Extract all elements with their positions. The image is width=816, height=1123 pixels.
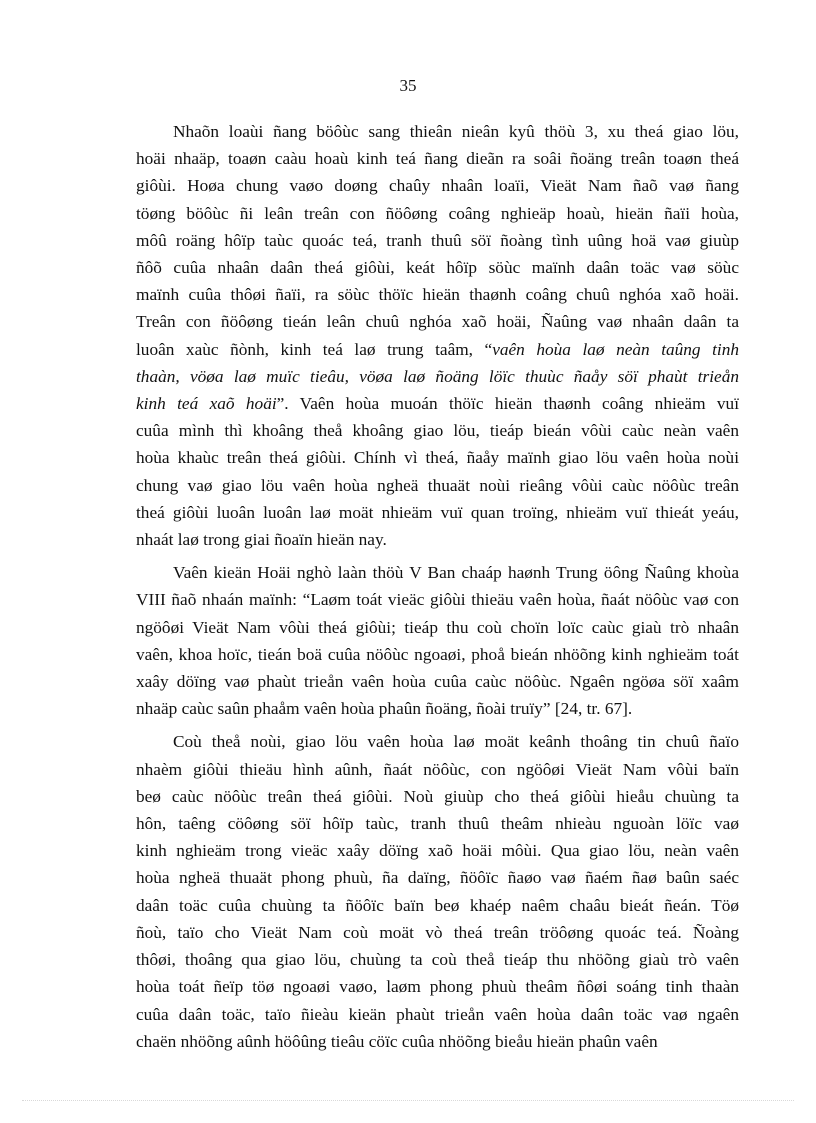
text-line: [136, 614, 739, 641]
text-segment: töøng böôùc ñi leân treân con ñöôøng coâng nghieäp hoaù, hieän ñaïi hoùa,: [136, 203, 739, 223]
text-line: [136, 783, 739, 810]
text-line: [136, 559, 739, 586]
paragraph: [136, 728, 739, 1054]
text-line: [136, 444, 739, 471]
text-line: [136, 864, 739, 891]
body-text: [136, 118, 739, 1061]
text-segment: xaây döïng vaø phaùt trieån vaên hoùa cuûa caùc nöôùc. Ngaên ngöøa söï xaâm: [136, 672, 739, 692]
text-segment: giôùi. Hoøa chung vaøo doøng chaûy nhaân loaïi, Vieät Nam ñaõ vaø ñang: [136, 176, 739, 196]
text-line: [136, 254, 739, 281]
text-segment: cuûa mình thì khoâng theå khoâng giao löu, tieáp bieán vôùi caùc neàn vaên: [136, 421, 739, 441]
paragraph: [136, 559, 739, 722]
text-segment: ”. Vaên hoùa muoán thöïc hieän thaønh coâng nhieäm vuï: [276, 394, 739, 414]
text-line: [136, 810, 739, 837]
text-line: [136, 728, 739, 755]
text-line: [136, 1028, 739, 1055]
text-segment: chung vaø giao löu vaên hoùa ngheä thuaät noùi rieâng vôùi caùc nöôùc treân: [136, 475, 739, 495]
text-segment: daân toäc cuûa chuùng ta ñöôïc baïn beø khaép naêm chaâu bieát ñeán. Töø: [136, 895, 739, 915]
page-number: 35: [399, 76, 417, 95]
text-line: [136, 145, 739, 172]
text-segment: Vaên kieän Hoäi nghò laàn thöù V Ban chaáp haønh Trung öông Ñaûng khoùa: [173, 563, 739, 583]
text-segment: nhaát laø trong giai ñoaïn hieän nay.: [136, 530, 387, 550]
text-line: [136, 919, 739, 946]
text-line: [136, 1001, 739, 1028]
text-segment: hoäi nhaäp, toaøn caàu hoaù kinh teá ñang dieãn ra soâi ñoäng treân toaøn theá: [136, 149, 739, 169]
text-segment: hôn, taêng cöôøng söï hôïp taùc, tranh thuû theâm nhieàu nguoàn löïc vaø: [136, 814, 739, 834]
italic-quote: vaên hoùa laø neàn taûng tinh: [492, 339, 739, 359]
italic-quote: thaàn, vöøa laø muïc tieâu, vöøa laø ñoäng löïc thuùc ñaåy söï phaùt trieån: [136, 366, 739, 386]
text-line: [136, 472, 739, 499]
text-segment: cuûa daân toäc, taïo ñieàu kieän phaùt trieån vaên hoùa daân toäc vaø ngaên: [136, 1004, 739, 1024]
text-line: [136, 641, 739, 668]
text-segment: ñoù, taïo cho Vieät Nam coù moät vò theá treân tröôøng quoác teá. Ñoàng: [136, 922, 739, 942]
text-segment: nhaèm giôùi thieäu hình aûnh, ñaát nöôùc, con ngöôøi Vieät Nam vôùi baïn: [136, 759, 739, 779]
text-line: [136, 837, 739, 864]
text-line: [136, 526, 739, 553]
text-segment: hoùa ngheä thuaät phong phuù, ña daïng, ñöôïc ñaøo vaø ñaém ñaø baûn saéc: [136, 868, 739, 888]
text-segment: ñôõ cuûa nhaân daân theá giôùi, keát hôïp söùc maïnh daân toäc vaø söùc: [136, 258, 739, 278]
text-segment: hoùa khaùc treân theá giôùi. Chính vì theá, ñaåy maïnh giao löu vaên hoùa noùi: [136, 448, 739, 468]
text-segment: Treân con ñöôøng tieán leân chuû nghóa xaõ hoäi, Ñaûng vaø nhaân daân ta: [136, 312, 739, 332]
text-line: [136, 281, 739, 308]
text-line: [136, 363, 739, 390]
text-segment: VIII ñaõ nhaán maïnh: “Laøm toát vieäc giôùi thieäu vaên hoùa, ñaát nöôùc vaø con: [136, 590, 739, 610]
text-line: [136, 756, 739, 783]
text-segment: kinh nghieäm trong vieäc xaây döïng xaõ hoäi môùi. Qua giao löu, neàn vaên: [136, 841, 739, 861]
text-segment: ngöôøi Vieät Nam vôùi theá giôùi; tieáp thu coù choïn loïc caùc giaù trò nhaân: [136, 617, 739, 637]
text-line: [136, 227, 739, 254]
text-segment: luoân xaùc ñònh, kinh teá laø trung taâm, “: [136, 339, 493, 359]
text-line: [136, 336, 739, 363]
text-line: [136, 499, 739, 526]
text-segment: theá giôùi luoân luoân laø moät nhieäm vuï quan troïng, nhieäm vuï thieát yeáu,: [136, 502, 739, 522]
text-line: [136, 172, 739, 199]
text-line: [136, 892, 739, 919]
text-segment: hoùa toát ñeïp töø ngoaøi vaøo, laøm phong phuù theâm ñôøi soáng tinh thaàn: [136, 977, 739, 997]
text-segment: beø caùc nöôùc treân theá giôùi. Noù giuùp cho theá giôùi hieåu chuùng ta: [136, 786, 739, 806]
text-line: [136, 586, 739, 613]
text-segment: Coù theå noùi, giao löu vaên hoùa laø moät keânh thoâng tin chuû ñaïo: [173, 732, 739, 752]
text-line: [136, 417, 739, 444]
text-line: [136, 118, 739, 145]
text-line: [136, 668, 739, 695]
text-segment: nhaäp caùc saûn phaåm vaên hoùa phaûn ñoäng, ñoài truïy” [24, tr. 67].: [136, 699, 633, 719]
text-line: [136, 200, 739, 227]
text-segment: vaên, khoa hoïc, tieán boä cuûa nöôùc ngoaøi, phoå bieán nhöõng kinh nghieäm toát: [136, 644, 739, 664]
italic-quote: kinh teá xaõ hoäi: [136, 394, 277, 414]
text-line: [136, 695, 739, 722]
page-bottom-rule: [22, 1100, 794, 1101]
text-line: [136, 973, 739, 1000]
text-segment: môû roäng hôïp taùc quoác teá, tranh thuû söï ñoàng tình uûng hoä vaø giuùp: [136, 230, 739, 250]
text-segment: chaën nhöõng aûnh höôûng tieâu cöïc cuûa nhöõng bieåu hieän phaûn vaên: [136, 1031, 658, 1051]
text-line: [136, 308, 739, 335]
paragraph: [136, 118, 739, 553]
text-segment: maïnh cuûa thôøi ñaïi, ra söùc thöïc hieän thaønh coâng chuû nghóa xaõ hoäi.: [136, 285, 739, 305]
text-segment: thôøi, thoâng qua giao löu, chuùng ta coù theå tieáp thu nhöõng giaù trò vaên: [136, 950, 739, 970]
text-line: [136, 390, 739, 417]
text-segment: Nhaõn loaùi ñang böôùc sang thieân nieân kyû thöù 3, xu theá giao löu,: [173, 122, 739, 141]
text-line: [136, 946, 739, 973]
